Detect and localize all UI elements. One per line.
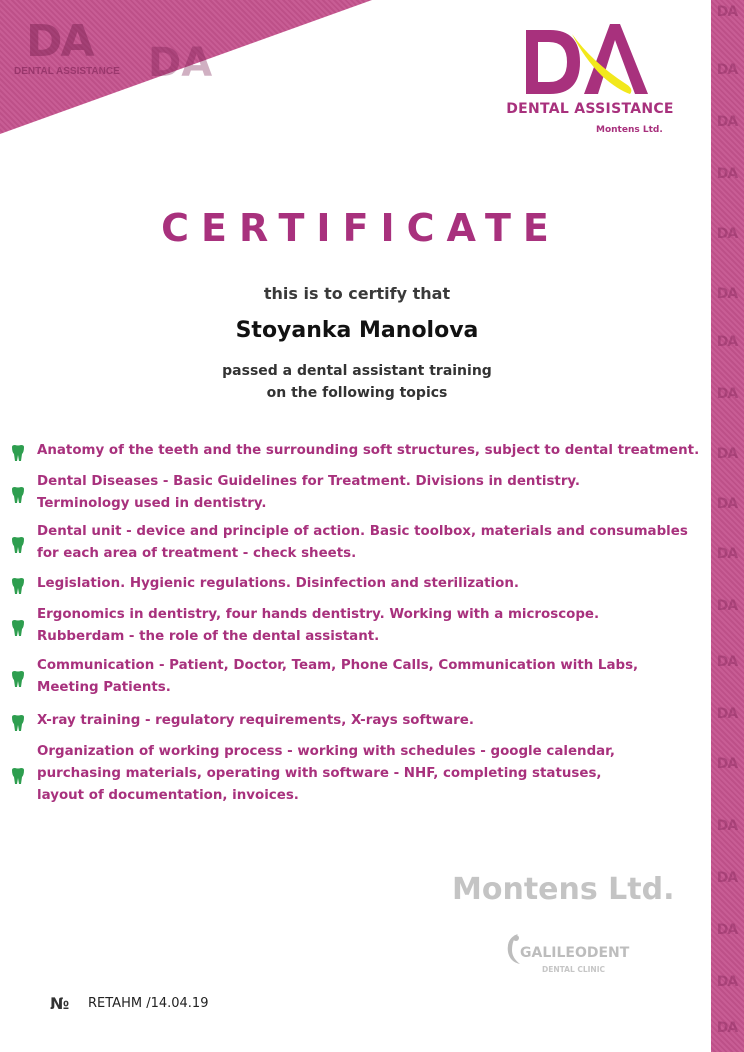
- training-statement-line-1: passed a dental assistant training: [222, 363, 492, 379]
- tooth-icon: [10, 444, 26, 462]
- topic-text: [37, 440, 699, 462]
- certificate-title: CERTIFICATE: [161, 206, 561, 250]
- galileodent-logo: [504, 930, 654, 980]
- topic-line: Communication - Patient, Doctor, Team, Phone Calls, Communication with Labs,: [37, 658, 639, 673]
- strip-watermark: DA: [716, 1020, 738, 1036]
- logo-name: DENTAL ASSISTANCE: [506, 101, 674, 117]
- strip-watermark: DA: [716, 446, 738, 462]
- right-border-strip: [711, 0, 744, 1052]
- strip-watermark: DA: [716, 62, 738, 78]
- numero-sign: №: [50, 994, 70, 1013]
- topic-line: purchasing materials, operating with software - NHF, completing statuses,: [37, 766, 602, 781]
- strip-watermark: DA: [716, 974, 738, 990]
- topic-line: Dental Diseases - Basic Guidelines for Treatment. Divisions in dentistry.: [37, 474, 581, 489]
- topic-line: Rubberdam - the role of the dental assistant.: [37, 629, 380, 644]
- strip-watermark: DA: [716, 334, 738, 350]
- strip-watermark: DA: [716, 706, 738, 722]
- topic-line: for each area of treatment - check sheets.: [37, 546, 357, 561]
- strip-watermark: DA: [716, 496, 738, 512]
- topic-line: Ergonomics in dentistry, four hands dentistry. Working with a microscope.: [37, 607, 600, 622]
- certify-line: this is to certify that: [263, 284, 451, 303]
- topic-text: [37, 604, 599, 648]
- strip-watermark: DA: [716, 114, 738, 130]
- strip-watermark: DA: [716, 226, 738, 242]
- topic-text: [37, 710, 474, 732]
- tooth-icon: [10, 486, 26, 504]
- tooth-icon: [10, 619, 26, 637]
- company-watermark: Montens Ltd.: [452, 872, 675, 907]
- topic-line: Anatomy of the teeth and the surrounding soft structures, subject to dental treatment.: [37, 443, 700, 458]
- topic-line: Legislation. Hygienic regulations. Disinfection and sterilization.: [37, 576, 519, 591]
- galileodent-subtitle: DENTAL CLINIC: [542, 965, 605, 974]
- topic-text: [37, 471, 580, 515]
- certificate-number: RETAHM /14.04.19: [88, 996, 209, 1011]
- tooth-icon: [10, 536, 26, 554]
- topic-text: [37, 655, 638, 699]
- strip-watermark: DA: [716, 870, 738, 886]
- topic-line: Meeting Patients.: [37, 680, 171, 695]
- topic-line: X-ray training - regulatory requirements, X-rays software.: [37, 713, 474, 728]
- corner-watermark-logo: DA: [26, 16, 93, 67]
- topic-line: layout of documentation, invoices.: [37, 788, 299, 803]
- training-statement-line-2: on the following topics: [266, 385, 448, 401]
- logo-subtitle: Montens Ltd.: [596, 125, 663, 135]
- corner-watermark-logo-secondary: DA: [148, 40, 213, 86]
- strip-watermark: DA: [716, 818, 738, 834]
- tooth-icon: [10, 714, 26, 732]
- tooth-icon: [10, 577, 26, 595]
- topic-line: Organization of working process - working with schedules - google calendar,: [37, 744, 615, 759]
- topic-line: Dental unit - device and principle of action. Basic toolbox, materials and consumables: [37, 524, 688, 539]
- strip-watermark: DA: [716, 4, 738, 20]
- topic-line: Terminology used in dentistry.: [37, 496, 267, 511]
- strip-watermark: DA: [716, 166, 738, 182]
- strip-watermark: DA: [716, 922, 738, 938]
- topic-text: [37, 741, 615, 807]
- strip-watermark: DA: [716, 286, 738, 302]
- topic-text: [37, 573, 519, 595]
- corner-watermark-text: DENTAL ASSISTANCE: [14, 66, 120, 77]
- galileodent-name: GALILEODENT: [520, 945, 630, 961]
- topic-text: [37, 521, 688, 565]
- strip-watermark: DA: [716, 654, 738, 670]
- tooth-icon: [10, 670, 26, 688]
- strip-watermark: DA: [716, 546, 738, 562]
- strip-watermark: DA: [716, 598, 738, 614]
- strip-watermark: DA: [716, 386, 738, 402]
- tooth-icon: [10, 767, 26, 785]
- recipient-name: Stoyanka Manolova: [235, 318, 479, 343]
- strip-watermark: DA: [716, 756, 738, 772]
